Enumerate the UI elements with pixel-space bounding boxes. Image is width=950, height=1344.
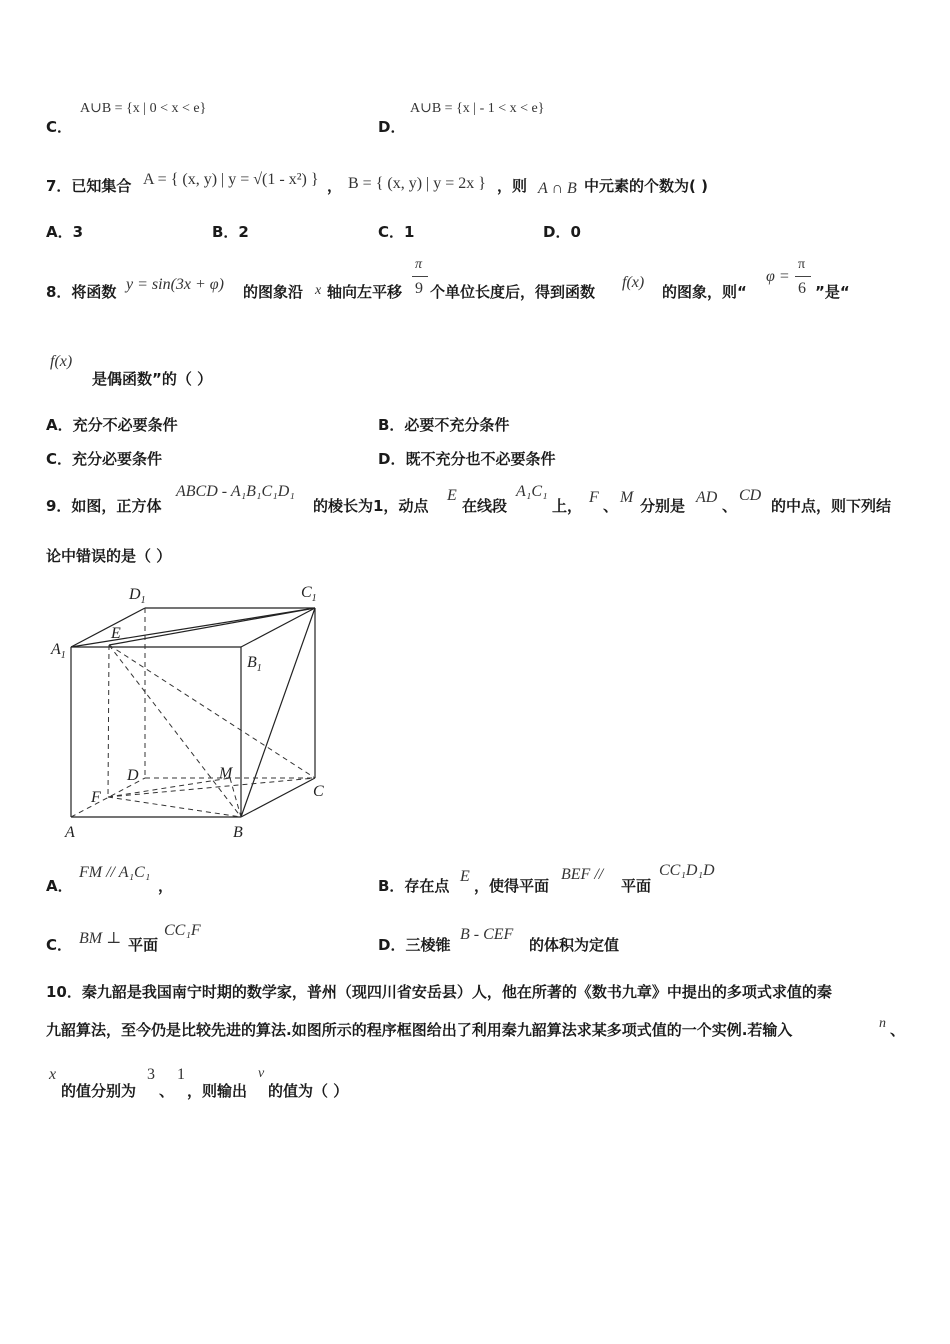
- label-b1: $B_1$: [247, 654, 262, 674]
- q9-point-e: E: [447, 487, 457, 504]
- q10-v: v: [258, 1066, 265, 1081]
- q9-option-c-label: C．: [46, 936, 73, 954]
- label-a: A: [65, 824, 75, 841]
- q9-option-d-math: B - CEF: [460, 926, 514, 943]
- q9-text-2: 在线段: [462, 497, 508, 515]
- q9-sep-2: 、: [722, 497, 738, 515]
- q10-value-x: 1: [177, 1066, 185, 1083]
- q9-line-2: 论中错误的是（ ）: [46, 547, 172, 565]
- q10-value-n: 3: [147, 1066, 155, 1083]
- q6-option-d-math: A∪B = {x | - 1 < x < e}: [410, 101, 545, 116]
- q9-option-b-plane1: BEF //: [561, 866, 604, 883]
- q7-option-b: B．2: [212, 223, 249, 241]
- segment-b-c1: [241, 608, 315, 817]
- label-e: E: [111, 625, 121, 642]
- q9-segment: A₁C₁: [516, 483, 548, 500]
- q9-option-c-math: BM ⊥: [79, 930, 122, 947]
- q8-shift-denominator: 9: [415, 280, 423, 297]
- q9-option-b-label: B．存在点: [378, 877, 450, 895]
- q10-text-2: ，则输出: [187, 1082, 248, 1100]
- q9-text-5: 的中点，则下列结: [771, 497, 892, 515]
- q8-text-1: 的图象沿: [243, 283, 304, 301]
- label-d1: $D_1$: [129, 586, 146, 606]
- q8-prefix: 8．将函数: [46, 283, 117, 301]
- segment-e-f-hidden: [108, 645, 109, 797]
- q10-line-1: 10．秦九韶是我国南宁时期的数学家，普州（现四川省安岳县）人，他在所著的《数书九章》中提出的多项式求值的秦: [46, 983, 832, 1001]
- q7-set-b: B = { (x, y) | y = 2x }: [348, 175, 486, 192]
- q7-prefix: 7．已知集合: [46, 177, 132, 195]
- q8-option-d: D．既不充分也不必要条件: [378, 450, 556, 468]
- segment-m-b-hidden: [230, 778, 241, 817]
- q9-cube: ABCD - A₁B₁C₁D₁: [176, 483, 295, 500]
- q7-comma: ，: [327, 177, 343, 195]
- q9-option-c-text: 平面: [128, 936, 159, 954]
- q9-option-a-label: A．: [46, 877, 73, 895]
- q9-cube-figure: [45, 575, 345, 845]
- q8-function: y = sin(3x + φ): [126, 276, 224, 293]
- q8-text-6: 是偶函数”的（ ）: [92, 370, 213, 388]
- q9-ad: AD: [696, 489, 718, 506]
- q9-option-b-text2: 平面: [621, 877, 652, 895]
- q9-text-1: 的棱长为1，动点: [313, 497, 429, 515]
- q7-option-a: A．3: [46, 223, 84, 241]
- label-m: M: [219, 765, 233, 782]
- segment-e-c1: [109, 608, 315, 645]
- q8-phi-fraction-bar: [795, 276, 811, 277]
- q9-text-3: 上，: [552, 497, 583, 515]
- q8-text-3: 个单位长度后，得到函数: [430, 283, 596, 301]
- q7-then: ，则: [497, 177, 528, 195]
- q10-line-2: 九韶算法，至今仍是比较先进的算法.如图所示的程序框图给出了利用秦九韶算法求某多项式值的一个实例.若输入: [46, 1021, 793, 1039]
- q9-option-d-text: 的体积为定值: [529, 936, 620, 954]
- label-d: D: [127, 767, 139, 784]
- q7-suffix: 中元素的个数为( ): [584, 177, 708, 195]
- q7-option-d: D．0: [543, 223, 581, 241]
- q10-text-3: 的值为（ ）: [268, 1082, 349, 1100]
- q8-text-2: 轴向左平移: [327, 283, 403, 301]
- q9-option-b-point: E: [460, 868, 470, 885]
- q8-text-4: 的图象，则“: [662, 283, 747, 301]
- q6-option-c-label: C．: [46, 118, 73, 136]
- q8-option-a: A．充分不必要条件: [46, 416, 178, 434]
- label-c1: $C_1$: [301, 584, 317, 604]
- q8-phi-denominator: 6: [798, 280, 806, 297]
- q8-fx: f(x): [622, 274, 645, 291]
- label-b: B: [233, 824, 243, 841]
- label-a1: $A_1$: [51, 641, 66, 661]
- q8-phi: φ =: [766, 268, 790, 285]
- q8-option-b: B．必要不充分条件: [378, 416, 510, 434]
- q9-text-4: 分别是: [640, 497, 686, 515]
- q10-sep-2: 、: [159, 1082, 175, 1100]
- q10-text-1: 的值分别为: [61, 1082, 137, 1100]
- q8-axis: x: [315, 283, 322, 298]
- q9-option-a-math: FM // A₁C₁: [79, 864, 151, 881]
- q9-point-f: F: [589, 489, 599, 506]
- q9-option-a-tail: ，: [158, 877, 174, 895]
- label-c: C: [313, 783, 324, 800]
- segment-f-b-hidden: [108, 797, 241, 817]
- q6-option-d-label: D．: [378, 118, 406, 136]
- q7-option-c: C．1: [378, 223, 415, 241]
- q6-option-c-math: A∪B = {x | 0 < x < e}: [80, 101, 207, 116]
- q8-shift-numerator: π: [415, 257, 423, 272]
- q8-phi-numerator: π: [798, 257, 806, 272]
- q9-option-b-text: ，使得平面: [474, 877, 550, 895]
- q9-point-m: M: [620, 489, 634, 506]
- q9-prefix: 9．如图，正方体: [46, 497, 162, 515]
- q10-x: x: [49, 1066, 57, 1083]
- q8-text-5: ”是“: [815, 283, 850, 301]
- segment-e-c-hidden: [109, 645, 315, 778]
- q10-sep: 、: [890, 1021, 906, 1039]
- q7-intersection: A ∩ B: [538, 180, 577, 197]
- q7-set-a: A = { (x, y) | y = √(1 - x²) }: [143, 171, 319, 188]
- q9-cd: CD: [739, 487, 762, 504]
- label-f: F: [91, 789, 101, 806]
- q9-sep-1: 、: [603, 497, 619, 515]
- q9-option-c-plane: CC₁F: [164, 922, 201, 939]
- q8-option-c: C．充分必要条件: [46, 450, 163, 468]
- q9-option-d-label: D．三棱锥: [378, 936, 451, 954]
- q10-n: n: [879, 1016, 886, 1031]
- q8-shift-fraction-bar: [412, 276, 428, 277]
- q8-fx-2: f(x): [50, 353, 73, 370]
- q9-option-b-plane2: CC₁D₁D: [659, 862, 715, 879]
